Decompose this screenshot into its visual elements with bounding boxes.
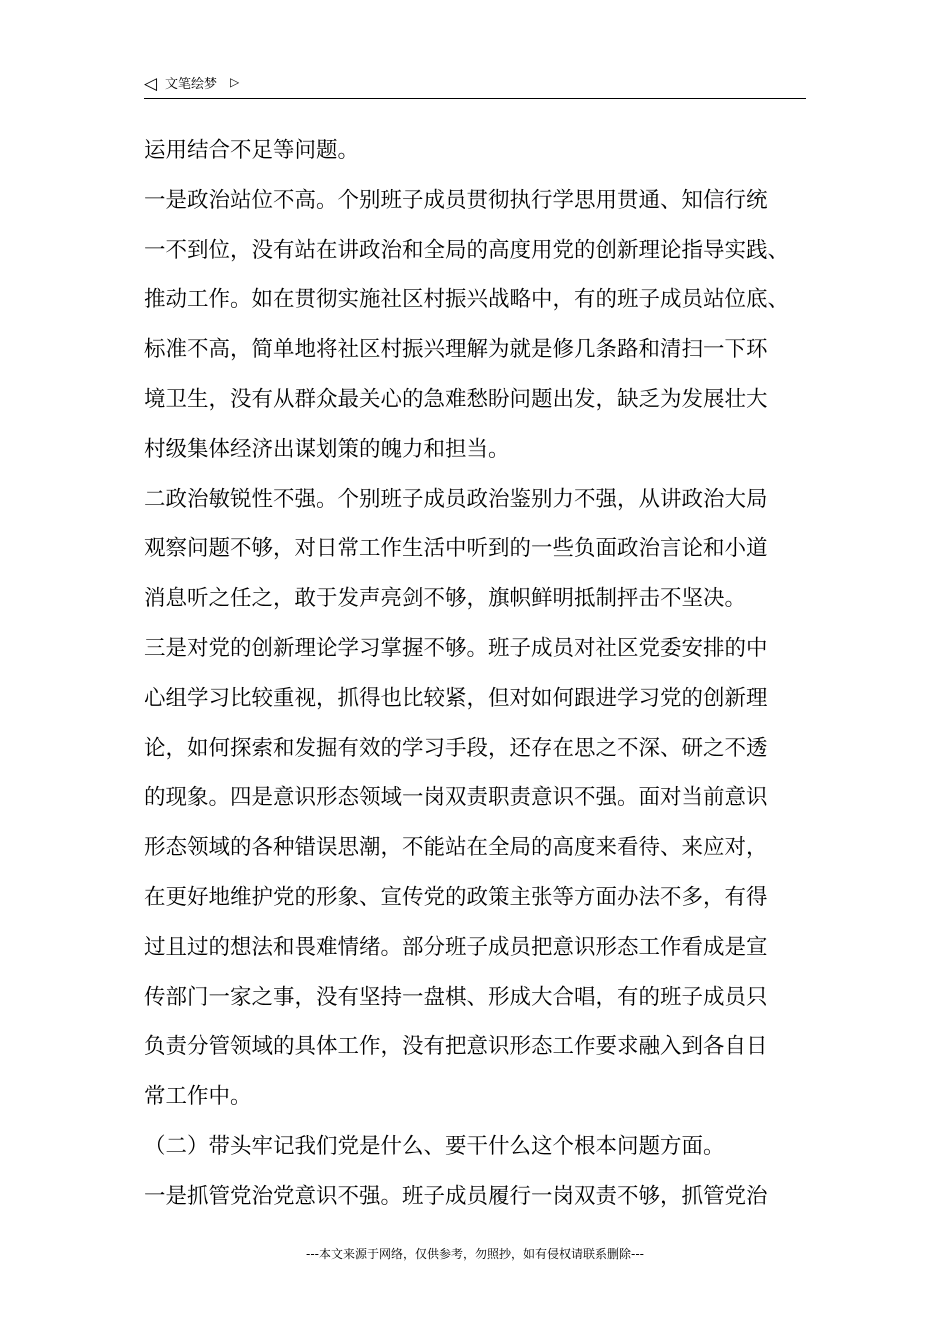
text-line: 论，如何探索和发掘有效的学习手段，还存在思之不深、研之不透 xyxy=(144,735,768,761)
text-line: 的现象。四是意识形态领域一岗双责职责意识不强。面对当前意识 xyxy=(144,785,768,811)
text-line: 观察问题不够，对日常工作生活中听到的一些负面政治言论和小道 xyxy=(144,536,768,562)
text-line: 三是对党的创新理论学习掌握不够。班子成员对社区党委安排的中 xyxy=(144,635,768,661)
text-line: 常工作中。 xyxy=(144,1084,252,1110)
text-line: 消息听之任之，敢于发声亮剑不够，旗帜鲜明抵制抨击不坚决。 xyxy=(144,586,747,612)
text-line: 二政治敏锐性不强。个别班子成员政治鉴别力不强，从讲政治大局 xyxy=(144,486,768,512)
text-line: 一是政治站位不高。个别班子成员贯彻执行学思用贯通、知信行统 xyxy=(144,187,768,213)
text-line: 传部门一家之事，没有坚持一盘棋、形成大合唱，有的班子成员只 xyxy=(144,984,768,1010)
text-line: 村级集体经济出谋划策的魄力和担当。 xyxy=(144,436,510,462)
text-line: 负责分管领域的具体工作，没有把意识形态工作要求融入到各自日 xyxy=(144,1034,768,1060)
document-body xyxy=(144,126,808,1222)
text-line: 在更好地维护党的形象、宣传党的政策主张等方面办法不多，有得 xyxy=(144,884,768,910)
text-line: 形态领域的各种错误思潮，不能站在全局的高度来看待、来应对， xyxy=(144,835,768,861)
header-brand: 文笔绘梦 xyxy=(165,77,218,92)
page-footer: ---本文来源于网络，仅供参考，勿照抄，如有侵权请联系删除--- xyxy=(306,1247,644,1261)
section-heading: （二）带头牢记我们党是什么、要干什么这个根本问题方面。 xyxy=(144,1133,725,1159)
text-line: 境卫生，没有从群众最关心的急难愁盼问题出发，缺乏为发展壮大 xyxy=(144,386,768,412)
text-line: 过且过的想法和畏难情绪。部分班子成员把意识形态工作看成是宣 xyxy=(144,934,768,960)
text-line: 心组学习比较重视，抓得也比较紧，但对如何跟进学习党的创新理 xyxy=(144,685,768,711)
text-line: 一不到位，没有站在讲政治和全局的高度用党的创新理论指导实践、 xyxy=(144,237,790,263)
left-triangle-icon: ◁ xyxy=(144,74,158,94)
text-line: 一是抓管党治党意识不强。班子成员履行一岗双责不够，抓管党治 xyxy=(144,1183,768,1209)
text-line: 推动工作。如在贯彻实施社区村振兴战略中，有的班子成员站位底、 xyxy=(144,287,790,313)
text-line: 标准不高，简单地将社区村振兴理解为就是修几条路和清扫一下环 xyxy=(144,337,768,363)
text-line: 运用结合不足等问题。 xyxy=(144,138,360,163)
page-header xyxy=(144,72,806,99)
right-triangle-icon: ▷ xyxy=(230,75,240,89)
